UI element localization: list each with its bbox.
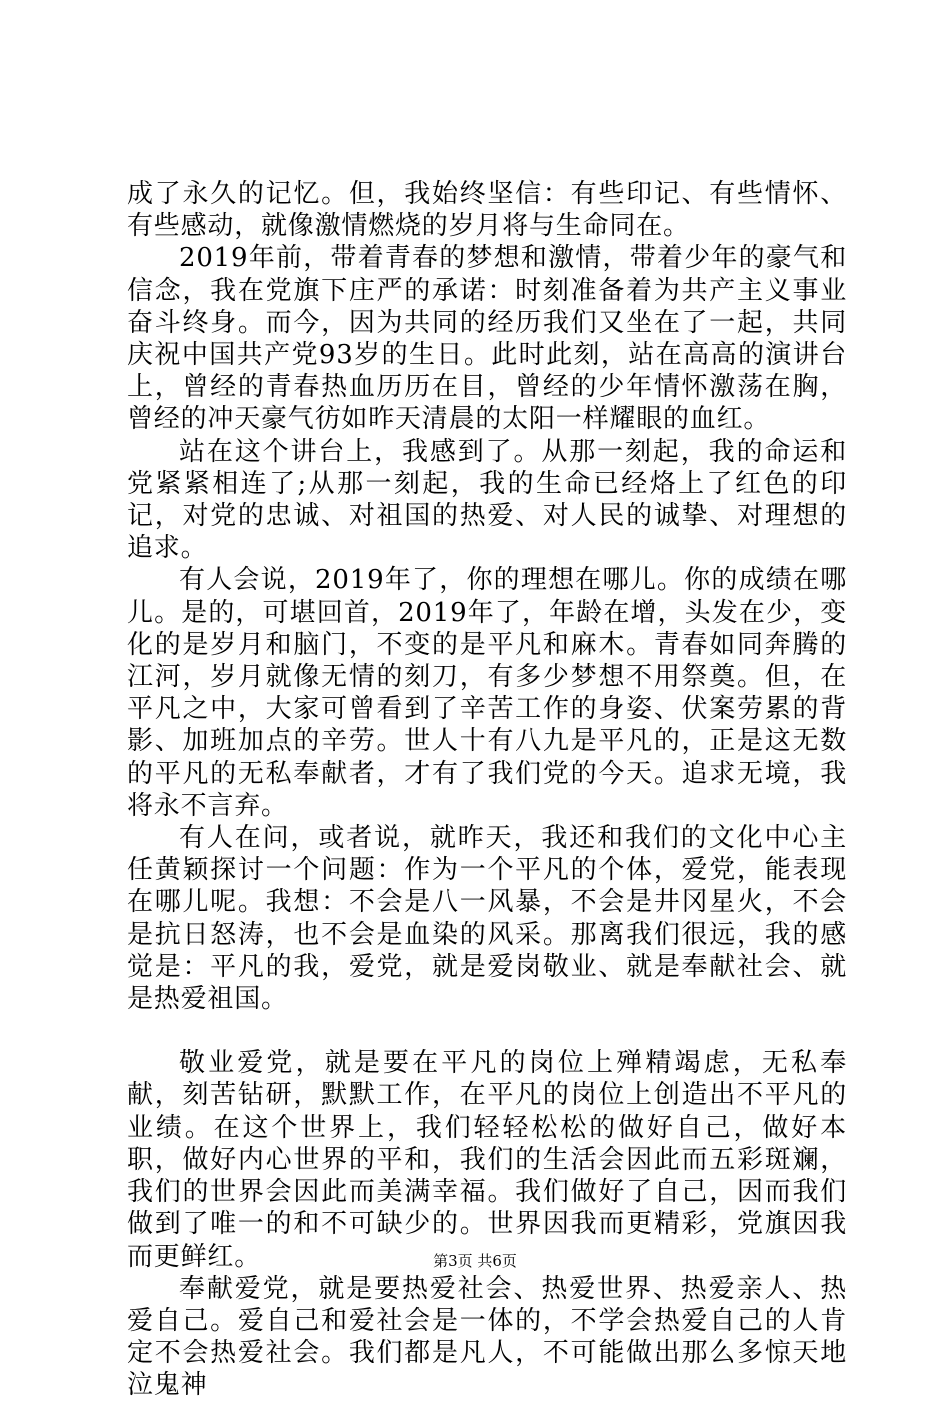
page-number-footer: 第3页 共6页: [433, 1252, 517, 1270]
paragraph-5: 有人在问，或者说，就昨天，我还和我们的文化中心主任黄颖探讨一个问题：作为一个平凡的个体，爱党，能表现在哪儿呢。我想：不会是八一风暴，不会是井冈星火，不会是抗日怒涛，也不会是血染的风采。那离我们很远，我的感觉是：平凡的我，爱党，就是爱岗敬业、就是奉献社会、就是热爱祖国。: [127, 823, 847, 1015]
document-body: [127, 178, 847, 1402]
paragraph-2: 2019年前，带着青春的梦想和激情，带着少年的豪气和信念，我在党旗下庄严的承诺：时刻准备着为共产主义事业奋斗终身。而今，因为共同的经历我们又坐在了一起，共同庆祝中国共产党93岁的生日。此时此刻，站在高高的演讲台上，曾经的青春热血历历在目，曾经的少年情怀激荡在胸，曾经的冲天豪气彷如昨天清晨的太阳一样耀眼的血红。: [127, 243, 847, 435]
paragraph-3: 站在这个讲台上，我感到了。从那一刻起，我的命运和党紧紧相连了;从那一刻起，我的生命已经烙上了红色的印记，对党的忠诚、对祖国的热爱、对人民的诚挚、对理想的追求。: [127, 436, 847, 564]
paragraph-6: 敬业爱党，就是要在平凡的岗位上殚精竭虑，无私奉献，刻苦钻研，默默工作，在平凡的岗位上创造出不平凡的业绩。在这个世界上，我们轻轻松松的做好自己，做好本职，做好内心世界的平和，我们的生活会因此而五彩斑斓，我们的世界会因此而美满幸福。我们做好了自己，因而我们做到了唯一的和不可缺少的。世界因我而更精彩，党旗因我而更鲜红。: [127, 1048, 847, 1272]
paragraph-7: 奉献爱党，就是要热爱社会、热爱世界、热爱亲人、热爱自己。爱自己和爱社会是一体的，不学会热爱自己的人肯定不会热爱社会。我们都是凡人，不可能做出那么多惊天地泣鬼神: [127, 1273, 847, 1401]
paragraph-4: 有人会说，2019年了，你的理想在哪儿。你的成绩在哪儿。是的，可堪回首，2019年了，年龄在增，头发在少，变化的是岁月和脑门，不变的是平凡和麻木。青春如同奔腾的江河，岁月就像无情的刻刀，有多少梦想不用祭奠。但，在平凡之中，大家可曾看到了辛苦工作的身姿、伏案劳累的背影、加班加点的辛劳。世人十有八九是平凡的，正是这无数的平凡的无私奉献者，才有了我们党的今天。追求无境，我将永不言弃。: [127, 565, 847, 821]
paragraph-1: 成了永久的记忆。但，我始终坚信：有些印记、有些情怀、有些感动，就像激情燃烧的岁月将与生命同在。: [127, 179, 847, 242]
